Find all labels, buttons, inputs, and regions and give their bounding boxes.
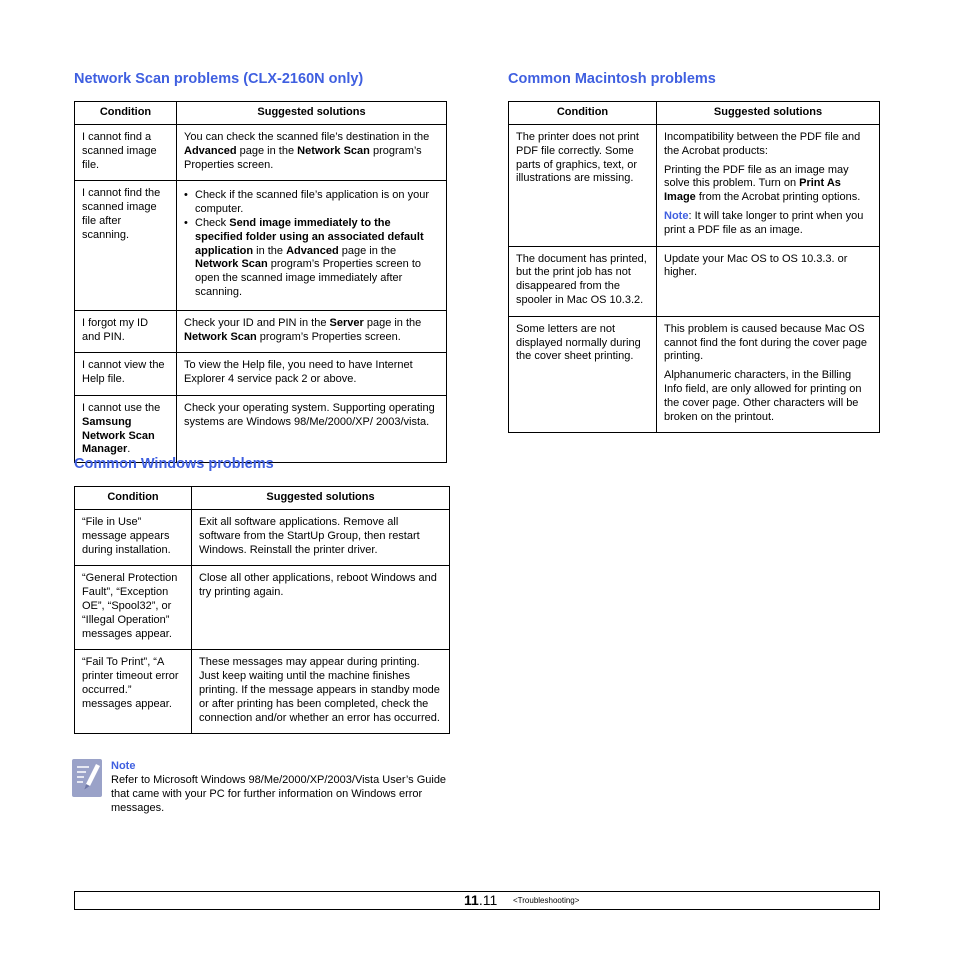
table-row (75, 310, 447, 353)
table-header (75, 487, 450, 510)
network-scan-table (74, 101, 447, 463)
windows-table (74, 486, 450, 734)
solutions-header: Suggested solutions (177, 102, 447, 125)
condition-cell: Some letters are not displayed normally during the cover sheet printing. (509, 316, 657, 433)
condition-cell: I forgot my ID and PIN. (75, 310, 177, 353)
condition-cell: “Fail To Print”, “A printer timeout error occurred.” messages appear. (75, 650, 192, 734)
condition-header: Condition (509, 102, 657, 125)
note-pencil-icon (72, 759, 102, 797)
solution-cell: Update your Mac OS to OS 10.3.3. or higher. (657, 246, 880, 316)
table-row (75, 125, 447, 181)
solution-cell (177, 181, 447, 310)
solution-paragraph: Incompatibility between the PDF file and the Acrobat products: (664, 131, 861, 157)
page-footer (74, 891, 880, 910)
solution-cell: Check your operating system. Supporting operating systems are Windows 98/Me/2000/XP/ 2003/vista. (177, 395, 447, 462)
list-item: • Check Send image immediately to the specified folder using an associated default application in the Advanced page in the Network Scan program’s Properties screen to open the scanned image immediately after scanning. (184, 217, 439, 300)
table-row (75, 181, 447, 310)
solution-list (184, 189, 439, 299)
solution-paragraph: This problem is caused because Mac OS cannot find the font during the cover page printing. (664, 322, 868, 363)
solution-cell: Check your ID and PIN in the Server page in the Network Scan program’s Properties screen. (177, 310, 447, 353)
condition-cell: I cannot view the Help file. (75, 353, 177, 396)
table-row (75, 353, 447, 396)
table-row (75, 566, 450, 650)
condition-cell: “File in Use” message appears during installation. (75, 510, 192, 566)
condition-header: Condition (75, 487, 192, 510)
solutions-header: Suggested solutions (657, 102, 880, 125)
solution-cell: Close all other applications, reboot Windows and try printing again. (192, 566, 450, 650)
note-title: Note (111, 760, 136, 772)
table-header (509, 102, 880, 125)
table-row (509, 246, 880, 316)
solution-cell (657, 316, 880, 433)
condition-cell: I cannot use the Samsung Network Scan Manager. (75, 395, 177, 462)
table-header (75, 102, 447, 125)
solutions-header: Suggested solutions (192, 487, 450, 510)
condition-cell: “General Protection Fault”, “Exception OE”, “Spool32”, or “Illegal Operation” messages appear. (75, 566, 192, 650)
inline-note-label: Note (664, 209, 689, 222)
solution-cell: You can check the scanned file’s destination in the Advanced page in the Network Scan program’s Properties screen. (177, 125, 447, 181)
note-text: Refer to Microsoft Windows 98/Me/2000/XP/2003/Vista User’s Guide that came with your PC for further information on Windows error messages. (111, 774, 447, 814)
solution-paragraph: Note: It will take longer to print when you print a PDF file as an image. (664, 209, 864, 236)
table-row (509, 316, 880, 433)
solution-cell: Exit all software applications. Remove all software from the StartUp Group, then restart Windows. Reinstall the printer driver. (192, 510, 450, 566)
condition-cell: I cannot find a scanned image file. (75, 125, 177, 181)
mac-section-title: Common Macintosh problems (508, 71, 716, 87)
condition-cell: I cannot find the scanned image file after scanning. (75, 181, 177, 310)
solution-cell (657, 125, 880, 247)
windows-section-title: Common Windows problems (74, 456, 274, 472)
table-row (75, 395, 447, 462)
list-item: • Check if the scanned file’s application is on your computer. (184, 189, 439, 217)
condition-header: Condition (75, 102, 177, 125)
table-row (509, 125, 880, 247)
condition-cell: The printer does not print PDF file correctly. Some parts of graphics, text, or illustrations are missing. (509, 125, 657, 247)
network-section-title: Network Scan problems (CLX-2160N only) (74, 71, 364, 87)
page-number: 11.11 (464, 892, 498, 908)
solution-cell: To view the Help file, you need to have Internet Explorer 4 service pack 2 or above. (177, 353, 447, 396)
section-label: <Troubleshooting> (513, 896, 580, 905)
condition-cell: The document has printed, but the print job has not disappeared from the spooler in Mac OS 10.3.2. (509, 246, 657, 316)
solution-cell: These messages may appear during printing. Just keep waiting until the machine finishes printing. If the message appears in standby mode or after printing has been completed, check the connection and/or whether an error has occurred. (192, 650, 450, 734)
mac-table (508, 101, 880, 433)
table-row (75, 510, 450, 566)
solution-paragraph: Alphanumeric characters, in the Billing Info field, are only allowed for printing on the cover page. Other characters will be broken on the printout. (664, 369, 862, 423)
solution-paragraph: Printing the PDF file as an image may solve this problem. Turn on Print As Image from the Acrobat printing options. (664, 163, 861, 204)
table-row (75, 650, 450, 734)
